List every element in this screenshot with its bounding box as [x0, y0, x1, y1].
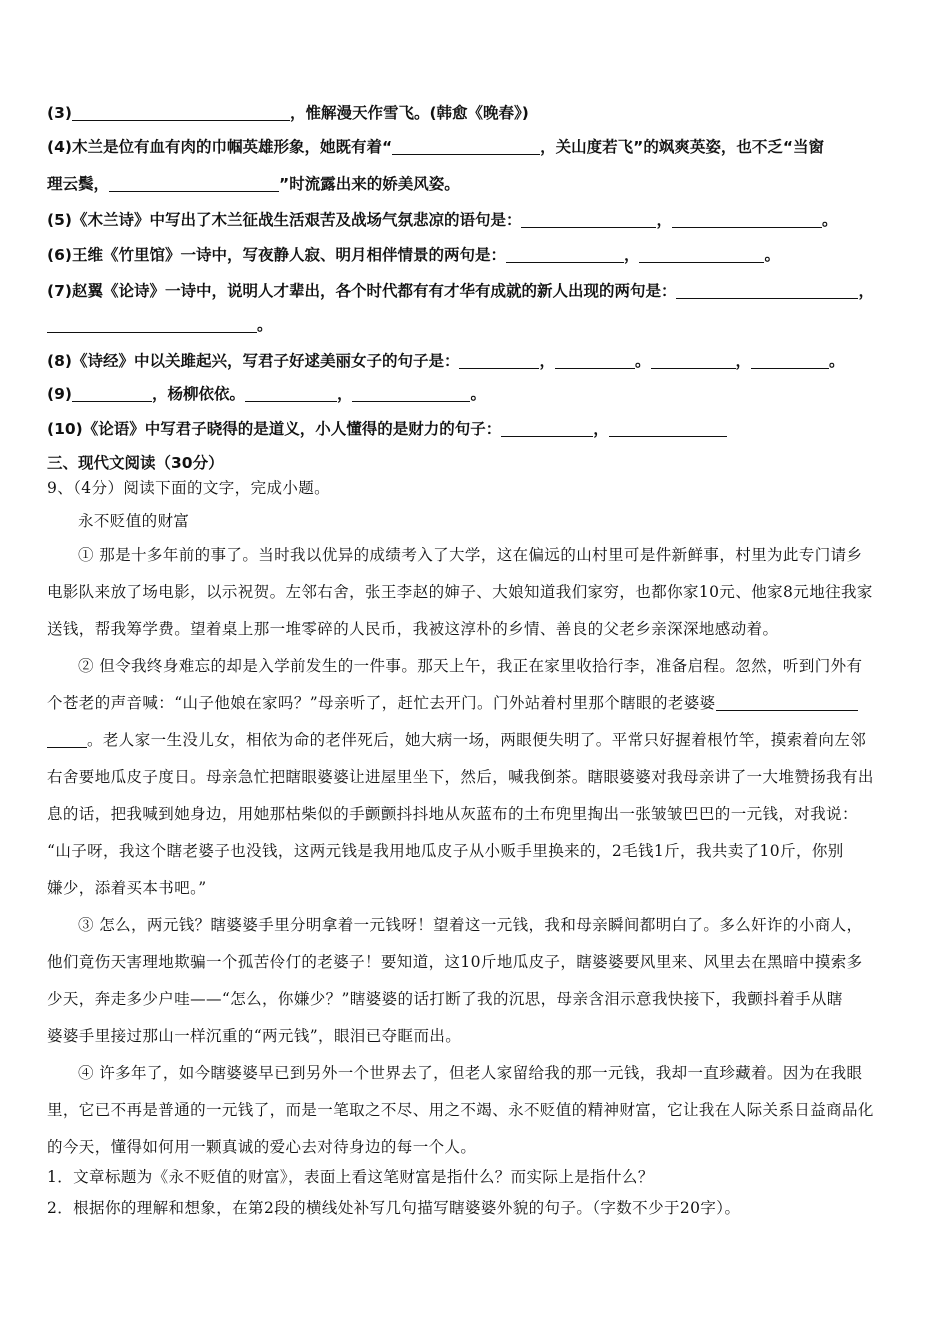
fill-in-q7-line2 — [47, 315, 906, 335]
fill-in-q10 — [47, 419, 906, 439]
article-text: 。老人家一生没儿女，相依为命的老伴死后，她大病一场，两眼便失明了。平常只好握着根竹竿，摸索着向左邻 — [87, 731, 867, 749]
article-line: ③ 怎么，两元钱？瞎婆婆手里分明拿着一元钱呀！望着这一元钱，我和母亲瞬间都明白了。多么奸诈的小商人， — [78, 916, 863, 934]
answer-blank[interactable] — [47, 316, 257, 333]
answer-blank[interactable] — [506, 246, 624, 263]
answer-blank[interactable] — [676, 282, 858, 299]
question-text: 《诗经》中以关雎起兴，写君子好逑美丽女子的句子是： — [71, 352, 460, 370]
article-line: 他们竟伤天害理地欺骗一个孤苦伶仃的老婆子！要知道，这10斤地瓜皮子，瞎婆婆要风里来、风里去在黑暗中摸索多 — [47, 953, 863, 971]
article-line: 右舍要地瓜皮子度日。母亲急忙把瞎眼婆婆让进屋里坐下，然后，喊我倒茶。瞎眼婆婆对我母亲讲了一大堆赞扬我有出 — [47, 768, 874, 786]
question-9-intro: 9、（4分）阅读下面的文字，完成小题。 — [47, 479, 331, 497]
article-line-with-blank — [47, 730, 906, 750]
question-number: (7) — [47, 282, 72, 300]
fill-in-q4 — [47, 137, 906, 157]
separator: ， — [858, 282, 874, 300]
article-line: ① 那是十多年前的事了。当时我以优异的成绩考入了大学，这在偏远的山村里可是件新鲜事，村里为此专门请乡 — [78, 546, 863, 564]
answer-blank[interactable] — [47, 731, 87, 748]
section-heading: 三、现代文阅读（30分） — [47, 454, 224, 472]
article-line: “山子呀，我这个瞎老婆子也没钱，这两元钱是我用地瓜皮子从小贩手里换来的，2毛钱1斤，我共卖了10斤，你别 — [47, 842, 844, 860]
answer-blank[interactable] — [245, 385, 337, 402]
answer-blank[interactable] — [555, 352, 635, 369]
answer-blank[interactable] — [109, 175, 279, 192]
question-number: (4) — [47, 138, 72, 156]
period: 。 — [470, 385, 486, 403]
answer-blank[interactable] — [521, 211, 656, 228]
question-text: ”时流露出来的娇美风姿。 — [279, 175, 460, 193]
period: 。 — [764, 246, 780, 264]
fill-in-q6 — [47, 245, 906, 265]
answer-blank[interactable] — [716, 694, 858, 711]
article-line: 的今天，懂得如何用一颗真诚的爱心去对待身边的每一个人。 — [47, 1138, 477, 1156]
question-number: (5) — [47, 211, 72, 229]
answer-blank[interactable] — [639, 246, 764, 263]
article-text: 个苍老的声音喊：“山子他娘在家吗？”母亲听了，赶忙去开门。门外站着村里那个瞎眼的老婆婆 — [47, 694, 716, 712]
question-text: 《论语》中写君子晓得的是道义，小人懂得的是财力的句子： — [82, 420, 502, 438]
article-line: 嫌少，添着买本书吧。” — [47, 879, 207, 897]
sub-question-2: 2．根据你的理解和想象，在第2段的横线处补写几句描写瞎婆婆外貌的句子。（字数不少于20字）。 — [47, 1199, 741, 1217]
fill-in-q5 — [47, 210, 906, 230]
answer-blank[interactable] — [72, 104, 290, 121]
answer-blank[interactable] — [352, 385, 470, 402]
article-title: 永不贬值的财富 — [78, 512, 190, 530]
question-number: (8) — [47, 352, 72, 370]
separator: ， — [735, 352, 752, 370]
question-number: (6) — [47, 246, 72, 264]
answer-blank[interactable] — [72, 385, 152, 402]
answer-blank[interactable] — [751, 352, 829, 369]
article-line: 里，它已不再是普通的一元钱了，而是一笔取之不尽、用之不竭、永不贬值的精神财富，它让我在人际关系日益商品化 — [47, 1101, 874, 1119]
fill-in-q4-line2 — [47, 174, 906, 194]
separator: ， — [623, 246, 640, 264]
answer-blank[interactable] — [609, 420, 727, 437]
question-text: 赵翼《论诗》一诗中，说明人才辈出，各个时代都有有才华有成就的新人出现的两句是： — [71, 282, 677, 300]
answer-blank[interactable] — [392, 138, 540, 155]
answer-blank[interactable] — [501, 420, 593, 437]
article-line: 息的话，把我喊到她身边，用她那枯柴似的手颤颤抖抖地从灰蓝布的土布兜里掏出一张皱皱巴巴的一元钱，对我说： — [47, 805, 858, 823]
question-text: ，惟解漫天作雪飞。(韩愈《晚春》) — [289, 104, 529, 122]
period: 。 — [634, 352, 651, 370]
separator: ， — [656, 211, 672, 229]
period: 。 — [821, 211, 838, 229]
article-line: 送钱，帮我筹学费。望着桌上那一堆零碎的人民币，我被这淳朴的乡情、善良的父老乡亲深深地感动着。 — [47, 620, 779, 638]
sub-question-1: 1．文章标题为《永不贬值的财富》，表面上看这笔财富是指什么？而实际上是指什么？ — [47, 1168, 654, 1186]
separator: ， — [336, 385, 353, 403]
separator: ， — [539, 352, 555, 370]
answer-blank[interactable] — [672, 211, 822, 228]
question-text: 《木兰诗》中写出了木兰征战生活艰苦及战场气氛悲凉的语句是： — [71, 211, 522, 229]
article-line: 婆婆手里接过那山一样沉重的“两元钱”，眼泪已夺眶而出。 — [47, 1027, 462, 1045]
separator: ， — [593, 420, 609, 438]
question-text: 理云鬓， — [47, 175, 110, 193]
question-number: (3) — [47, 104, 72, 122]
fill-in-q8 — [47, 351, 906, 371]
fill-in-q9 — [47, 384, 906, 404]
article-line: ② 但令我终身难忘的却是入学前发生的一件事。那天上午，我正在家里收拾行李，准备启程。忽然，听到门外有 — [78, 657, 863, 675]
period: 。 — [829, 352, 845, 370]
article-line: 少天，奔走多少户哇——“怎么，你嫌少？”瞎婆婆的话打断了我的沉思，母亲含泪示意我快接下，我颤抖着手从瞎 — [47, 990, 843, 1008]
question-text: ，关山度若飞”的飒爽英姿，也不乏“当窗 — [540, 138, 825, 156]
fill-in-q3 — [47, 103, 906, 123]
question-number: (10) — [47, 420, 83, 438]
fill-in-q7 — [47, 281, 906, 301]
article-line: ④ 许多年了，如今瞎婆婆早已到另外一个世界去了，但老人家留给我的那一元钱，我却一直珍藏着。因为在我眼 — [78, 1064, 863, 1082]
question-text: 王维《竹里馆》一诗中，写夜静人寂、明月相伴情景的两句是： — [71, 246, 506, 264]
answer-blank[interactable] — [459, 352, 539, 369]
period: 。 — [257, 316, 273, 334]
question-text: 木兰是位有血有肉的巾帼英雄形象，她既有着“ — [71, 138, 393, 156]
question-number: (9) — [47, 385, 72, 403]
article-line: 电影队来放了场电影，以示祝贺。左邻右舍，张王李赵的婶子、大娘知道我们家穷，也都你家10元、他家8元地往我家 — [47, 583, 873, 601]
question-text: ，杨柳依依。 — [151, 385, 245, 403]
article-line-with-blank — [47, 693, 906, 713]
answer-blank[interactable] — [651, 352, 736, 369]
